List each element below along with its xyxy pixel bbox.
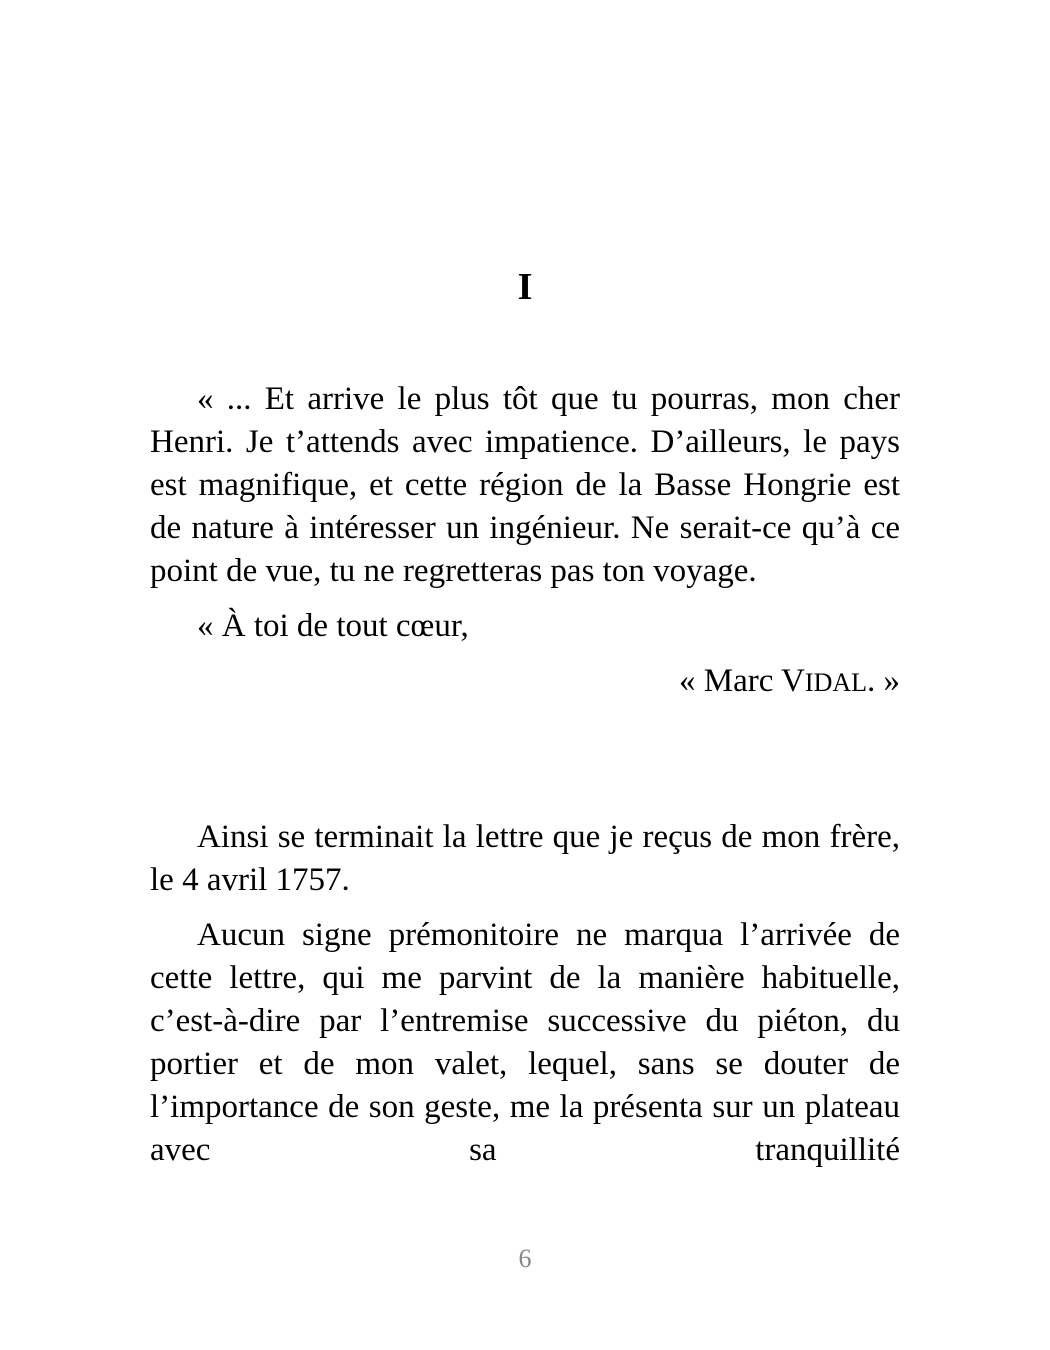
narrative-block	[150, 816, 900, 1172]
letter-closing: « À toi de tout cœur,	[197, 608, 469, 644]
letter-body: « ... Et arrive le plus tôt que tu pourras, mon cher Henri. Je t’attends avec impatience. D’ailleurs, le pays est magnifique, et cette région de la Basse Hongrie est de nature à intéresser un ingénieur. Ne serait-ce qu’à ce point de vue, tu ne regretteras pas ton voyage.	[150, 381, 900, 589]
signature-smallcaps: IDAL	[804, 668, 867, 697]
narrative-paragraph-1: Ainsi se terminait la lettre que je reçus de mon frère, le 4 avril 1757.	[150, 819, 900, 898]
narrative-paragraph-2: Aucun signe prémonitoire ne marqua l’arrivée de cette lettre, qui me parvint de la manière habituelle, c’est-à-dire par l’entremise successive du piéton, du portier et de mon valet, lequel, sans se douter de l’importance de son geste, me la présenta sur un plateau avec sa tranquillité	[150, 917, 900, 1168]
letter-signature	[150, 660, 900, 704]
page-number: 6	[518, 1244, 532, 1273]
chapter-title: I	[517, 266, 533, 308]
signature-prefix: « Marc V	[679, 663, 805, 699]
letter-block	[150, 378, 900, 704]
signature-suffix: . »	[867, 663, 900, 699]
